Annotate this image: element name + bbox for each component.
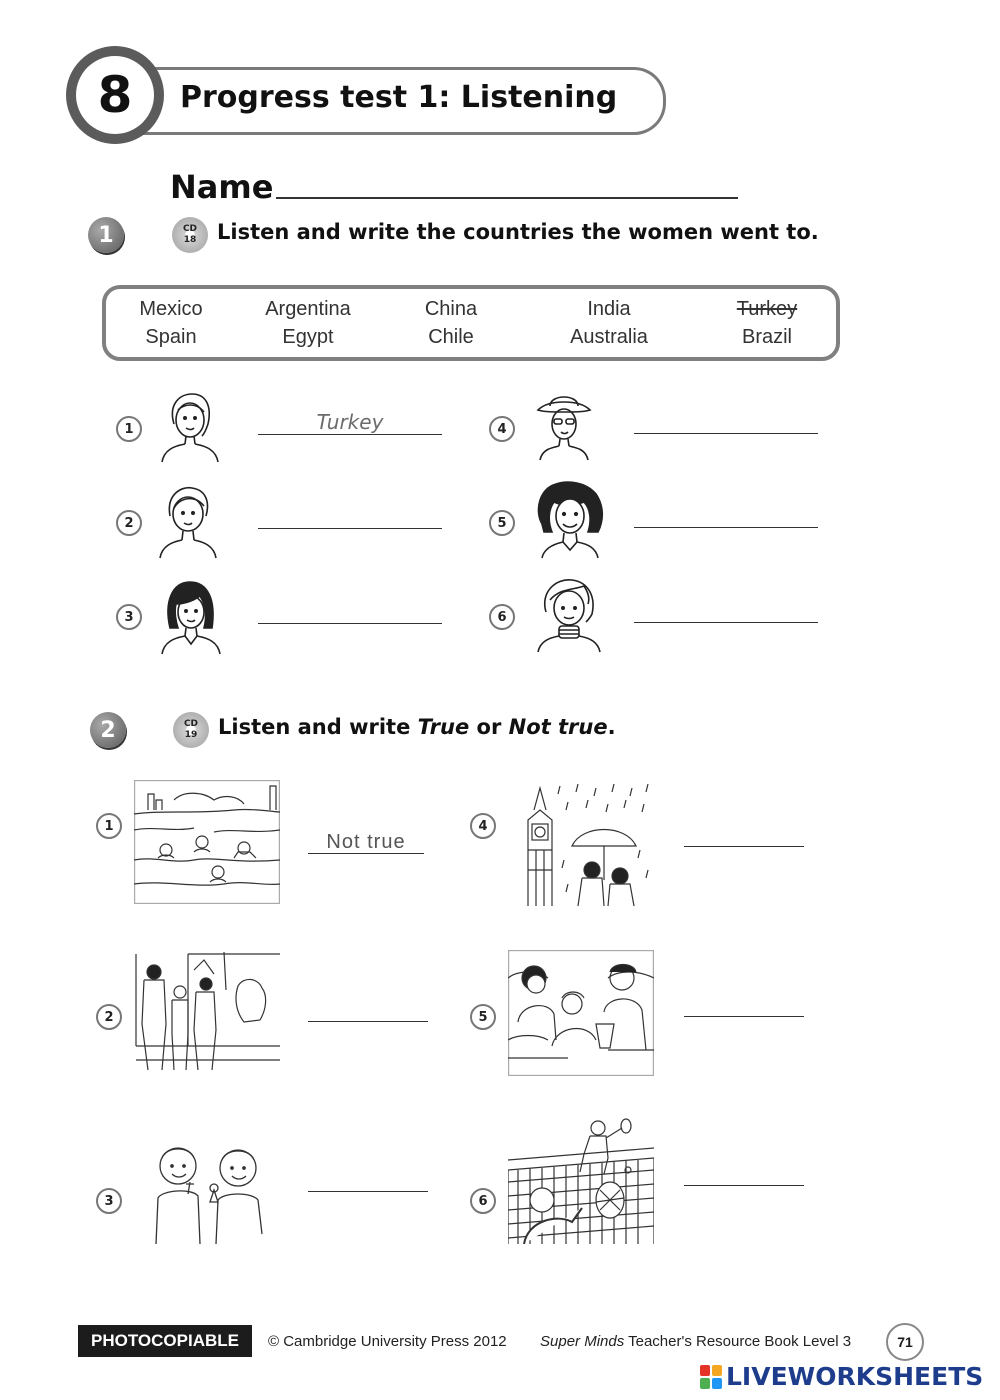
name-field-line[interactable]: [276, 197, 738, 199]
exercise-1-number: 1: [88, 217, 124, 253]
answer-line[interactable]: [258, 623, 442, 624]
word-bank-item: India: [587, 298, 631, 320]
book-title: Super Minds: [540, 1333, 625, 1350]
book-credit: [540, 1333, 851, 1350]
item-number: 6: [470, 1188, 496, 1214]
woman-short-hair-portrait-image: [534, 576, 604, 654]
book-subtitle: Teacher's Resource Book Level 3: [624, 1333, 852, 1350]
word-bank-item: Australia: [570, 326, 648, 348]
word-bank-column: [106, 295, 236, 351]
exercise-1-instruction: Listen and write the countries the women went to.: [217, 220, 819, 244]
word-bank-column: [386, 295, 516, 351]
cd-label: CD: [183, 719, 199, 729]
item-number: 2: [96, 1004, 122, 1030]
liveworksheets-logo-icon: [700, 1365, 722, 1389]
word-bank-item: Egypt: [282, 326, 334, 348]
cd-icon: [172, 217, 208, 253]
item-number: 5: [489, 510, 515, 536]
item-number: 1: [96, 813, 122, 839]
item-number: 5: [470, 1004, 496, 1030]
name-label: Name: [170, 168, 274, 206]
page-number: 71: [886, 1323, 924, 1361]
word-bank-item: Mexico: [139, 298, 203, 320]
answer-line[interactable]: [634, 622, 818, 623]
woman-portrait-image: [158, 390, 222, 464]
answer-line[interactable]: [308, 1021, 428, 1022]
word-bank-item: Spain: [145, 326, 197, 348]
word-bank-item: Brazil: [741, 326, 792, 348]
item-number: 1: [116, 416, 142, 442]
answer-text: Not true: [326, 831, 406, 853]
instruction-text: .: [607, 715, 616, 739]
answer-line[interactable]: [634, 527, 818, 528]
woman-portrait-image: [156, 484, 220, 560]
instruction-not-true: Not true: [508, 715, 608, 739]
word-bank-item: China: [424, 298, 478, 320]
word-bank-column: [702, 295, 832, 351]
answer-line[interactable]: [258, 528, 442, 529]
answer-line[interactable]: [684, 1016, 804, 1017]
family-at-cinema-image: [508, 950, 654, 1076]
exercise-2-instruction: [218, 715, 616, 739]
cd-track: 19: [184, 730, 198, 740]
item-number: 4: [489, 416, 515, 442]
instruction-text: Listen and write: [218, 715, 418, 739]
answer-line[interactable]: [258, 434, 442, 435]
photocopiable-label: PHOTOCOPIABLE: [78, 1325, 252, 1357]
item-number: 2: [116, 510, 142, 536]
instruction-text: or: [469, 715, 509, 739]
answer-line[interactable]: [684, 1185, 804, 1186]
page-title: Progress test 1: Listening: [180, 80, 618, 115]
family-at-zoo-image: [134, 950, 280, 1076]
watermark-text: LIVEWORKSHEETS: [726, 1362, 984, 1391]
word-bank-column: [544, 295, 674, 351]
boys-eating-ice-cream-image: [148, 1138, 274, 1246]
item-number: 4: [470, 813, 496, 839]
word-bank-item: Argentina: [265, 298, 351, 320]
liveworksheets-watermark: [700, 1362, 983, 1391]
unit-badge: [66, 46, 164, 144]
exercise-2-number: 2: [90, 712, 126, 748]
copyright-notice: © Cambridge University Press 2012: [268, 1333, 507, 1350]
word-bank-column: [243, 295, 373, 351]
item-number: 6: [489, 604, 515, 630]
children-swimming-image: [134, 780, 280, 904]
woman-with-hat-portrait-image: [534, 388, 594, 462]
tennis-players-image: [508, 1118, 654, 1244]
cd-icon: [173, 712, 209, 748]
answer-line[interactable]: [308, 1191, 428, 1192]
word-bank-item-crossed: Turkey: [736, 298, 798, 320]
word-bank-item: Chile: [428, 326, 474, 348]
woman-portrait-image: [156, 578, 226, 656]
item-number: 3: [116, 604, 142, 630]
big-ben-in-rain-image: [508, 780, 654, 906]
item-number: 3: [96, 1188, 122, 1214]
cd-track: 18: [183, 235, 197, 245]
answer-line[interactable]: [684, 846, 804, 847]
answer-line[interactable]: [634, 433, 818, 434]
answer-text: Turkey: [316, 410, 384, 434]
word-bank: [102, 285, 840, 361]
instruction-true: True: [417, 715, 470, 739]
woman-curly-hair-portrait-image: [534, 480, 606, 560]
unit-number: 8: [76, 56, 154, 134]
cd-label: CD: [182, 224, 198, 234]
